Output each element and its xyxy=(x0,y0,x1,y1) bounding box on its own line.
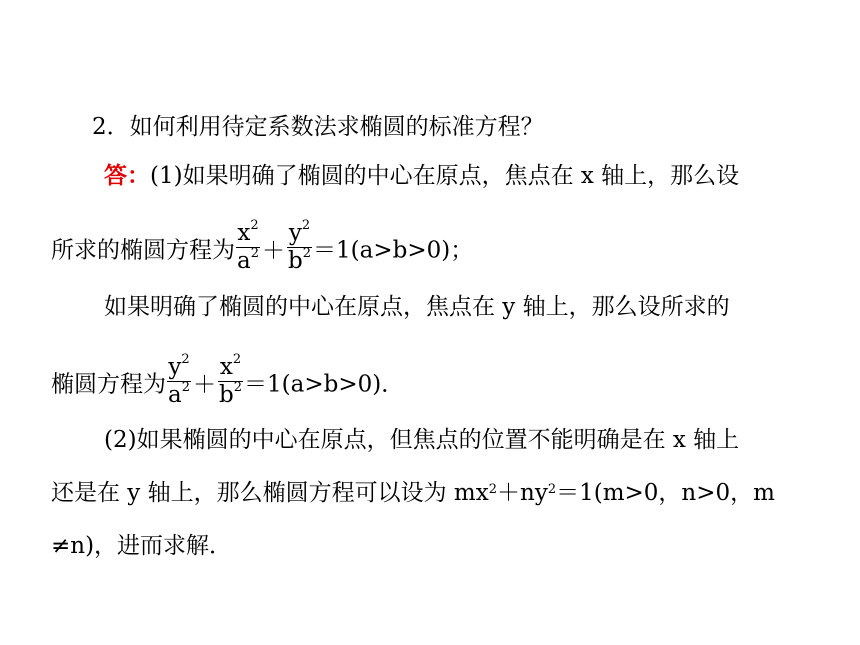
question-text: 如何利用待定系数法求椭圆的标准方程？ xyxy=(129,114,544,140)
exponent: 2 xyxy=(488,482,497,497)
answer-text-6c: ＝1(m>0，n>0，m xyxy=(556,480,775,506)
answer-text-6b: ＋ny xyxy=(497,480,548,506)
answer-text-2: 所求的椭圆方程为 xyxy=(51,237,235,264)
fraction-x2-over-b2: $\frac{x^2}{b^2}$ xyxy=(219,352,243,408)
answer-text-4: 椭圆方程为 xyxy=(51,371,166,398)
answer-line-2 xyxy=(51,218,474,277)
answer-line-3 xyxy=(104,292,730,322)
answer-line-6 xyxy=(51,478,775,508)
equation-tail-1: ＝1(a>b>0)； xyxy=(313,237,474,264)
question-line xyxy=(92,112,544,142)
answer-line-7 xyxy=(51,531,232,561)
exponent: 2 xyxy=(547,482,557,497)
answer-text-6a: 还是在 y 轴上，那么椭圆方程可以设为 mx xyxy=(51,480,489,506)
plus-sign: ＋ xyxy=(262,237,285,264)
fraction-x2-over-a2: $\frac{x^2}{a^2}$ xyxy=(237,218,259,274)
answer-line-4 xyxy=(51,352,405,411)
answer-text-1: (1)如果明确了椭圆的中心在原点，焦点在 x 轴上，那么设 xyxy=(150,163,740,189)
equation-tail-2: ＝1(a>b>0)． xyxy=(244,371,405,398)
plus-sign: ＋ xyxy=(193,371,216,398)
fraction-y2-over-a2: $\frac{y^2}{a^2}$ xyxy=(168,352,190,408)
answer-text-5: (2)如果椭圆的中心在原点，但焦点的位置不能明确是在 x 轴上 xyxy=(104,427,740,453)
answer-label: 答： xyxy=(104,162,150,189)
answer-line-1 xyxy=(104,161,739,191)
answer-text-3: 如果明确了椭圆的中心在原点，焦点在 y 轴上，那么设所求的 xyxy=(104,294,730,320)
fraction-y2-over-b2: $\frac{y^2}{b^2}$ xyxy=(288,218,312,274)
question-number: 2． xyxy=(92,114,130,140)
answer-line-5 xyxy=(104,425,739,455)
answer-text-7: ≠n)，进而求解． xyxy=(51,533,233,559)
